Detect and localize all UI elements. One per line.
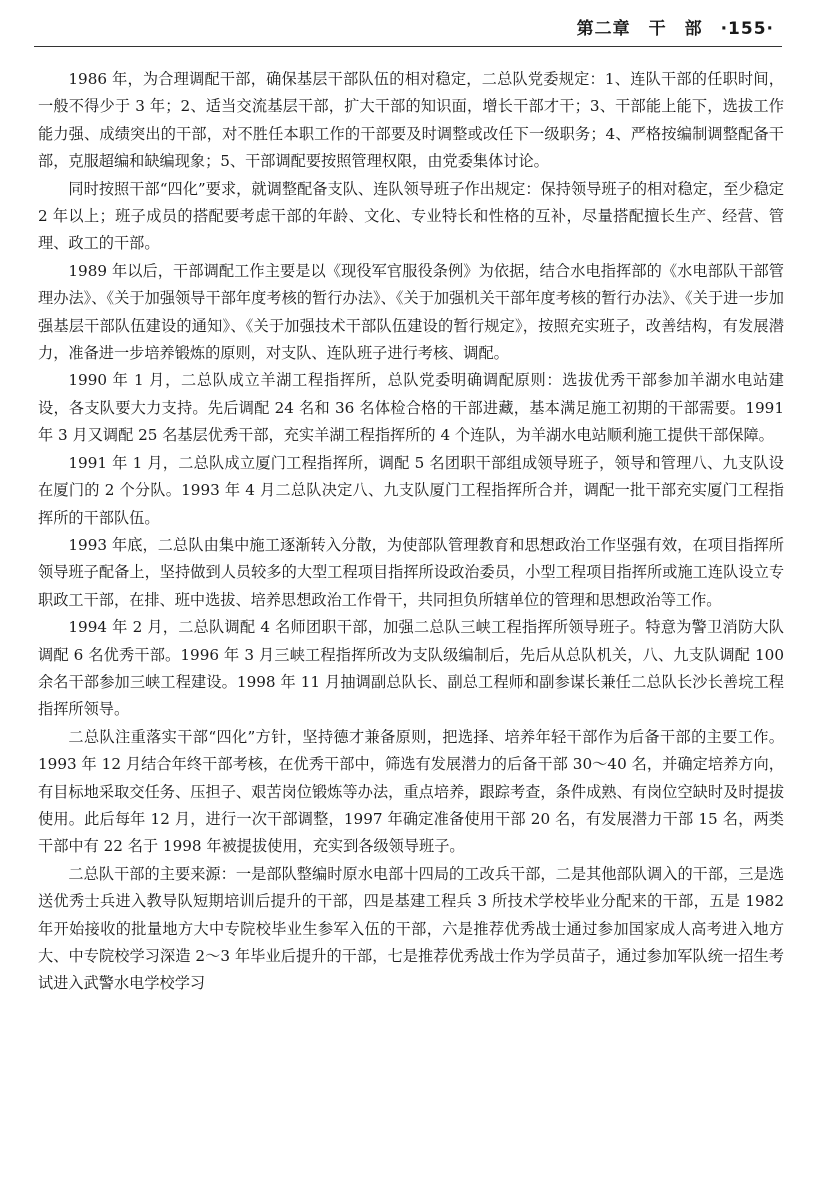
paragraph: 同时按照干部“四化”要求，就调整配备支队、连队领导班子作出规定：保持领导班子的相对稳定，至少稳定 2 年以上；班子成员的搭配要考虑干部的年龄、文化、专业特长和性格的互补，尽量搭配擅长生产、经营、管理、政工的干部。	[38, 179, 784, 253]
body-text	[38, 66, 784, 998]
paragraph: 1994 年 2 月，二总队调配 4 名师团职干部，加强二总队三峡工程指挥所领导班子。特意为警卫消防大队调配 6 名优秀干部。1996 年 3 月三峡工程指挥所改为支队级编制后，先后从总队机关，八、九支队调配 100 余名干部参加三峡工程建设。1998 年 11 月抽调副总队长、副总工程师和副参谋长兼任二总队长沙长善垸工程指挥所领导。	[38, 618, 784, 719]
paragraph: 1986 年，为合理调配干部，确保基层干部队伍的相对稳定，二总队党委规定：1、连队干部的任职时间，一般不得少于 3 年；2、适当交流基层干部，扩大干部的知识面，增长干部才干；3、干部能上能下，选拔工作能力强、成绩突出的干部，对不胜任本职工作的干部要及时调整或改任下一级职务；4、严格按编制调整配备干部，克服超编和缺编现象；5、干部调配要按照管理权限，由党委集体讨论。	[38, 70, 784, 171]
paragraph: 二总队注重落实干部“四化”方针，坚持德才兼备原则，把选择、培养年轻干部作为后备干部的主要工作。1993 年 12 月结合年终干部考核，在优秀干部中，筛选有发展潜力的后备干部 30～40 名，并确定培养方向，有目标地采取交任务、压担子、艰苦岗位锻炼等办法，重点培养，跟踪考查，条件成熟、有岗位空缺时及时提拔使用。此后每年 12 月，进行一次干部调整，1997 年确定准备使用干部 20 名，有发展潜力干部 15 名，两类干部中有 22 名于 1998 年被提拔使用，充实到各级领导班子。	[38, 727, 784, 856]
header-rule	[34, 46, 782, 47]
paragraph: 1993 年底，二总队由集中施工逐渐转入分散，为使部队管理教育和思想政治工作坚强有效，在项目指挥所领导班子配备上，坚持做到人员较多的大型工程项目指挥所设政治委员，小型工程项目指挥所或施工连队设立专职政工干部，在排、班中选拔、培养思想政治工作骨干，共同担负所辖单位的管理和思想政治等工作。	[38, 535, 784, 609]
paragraph: 1991 年 1 月，二总队成立厦门工程指挥所，调配 5 名团职干部组成领导班子，领导和管理八、九支队设在厦门的 2 个分队。1993 年 4 月二总队决定八、九支队厦门工程指挥所合并，调配一批干部充实厦门工程指挥所的干部队伍。	[38, 453, 784, 527]
paragraph: 1990 年 1 月，二总队成立羊湖工程指挥所，总队党委明确调配原则：选拔优秀干部参加羊湖水电站建设，各支队要大力支持。先后调配 24 名和 36 名体检合格的干部进藏，基本满足施工初期的干部需要。1991 年 3 月又调配 25 名基层优秀干部，充实羊湖工程指挥所的 4 个连队，为羊湖水电站顺利施工提供干部保障。	[38, 371, 784, 445]
running-header: 第二章 干 部 ·155·	[576, 19, 774, 39]
paragraph: 二总队干部的主要来源：一是部队整编时原水电部十四局的工改兵干部，二是其他部队调入的干部，三是选送优秀士兵进入教导队短期培训后提升的干部，四是基建工程兵 3 所技术学校毕业分配来的干部，五是 1982 年开始接收的批量地方大中专院校毕业生参军入伍的干部，六是推荐优秀战士通过参加国家成人高考进入地方大、中专院校学习深造 2～3 年毕业后提升的干部，七是推荐优秀战士作为学员苗子，通过参加军队统一招生考试进入武警水电学校学习	[38, 864, 784, 993]
paragraph: 1989 年以后，干部调配工作主要是以《现役军官服役条例》为依据，结合水电指挥部的《水电部队干部管理办法》、《关于加强领导干部年度考核的暂行办法》、《关于加强机关干部年度考核的暂行办法》、《关于进一步加强基层干部队伍建设的通知》、《关于加强技术干部队伍建设的暂行规定》，按照充实班子，改善结构，有发展潜力，准备进一步培养锻炼的原则，对支队、连队班子进行考核、调配。	[38, 261, 784, 363]
